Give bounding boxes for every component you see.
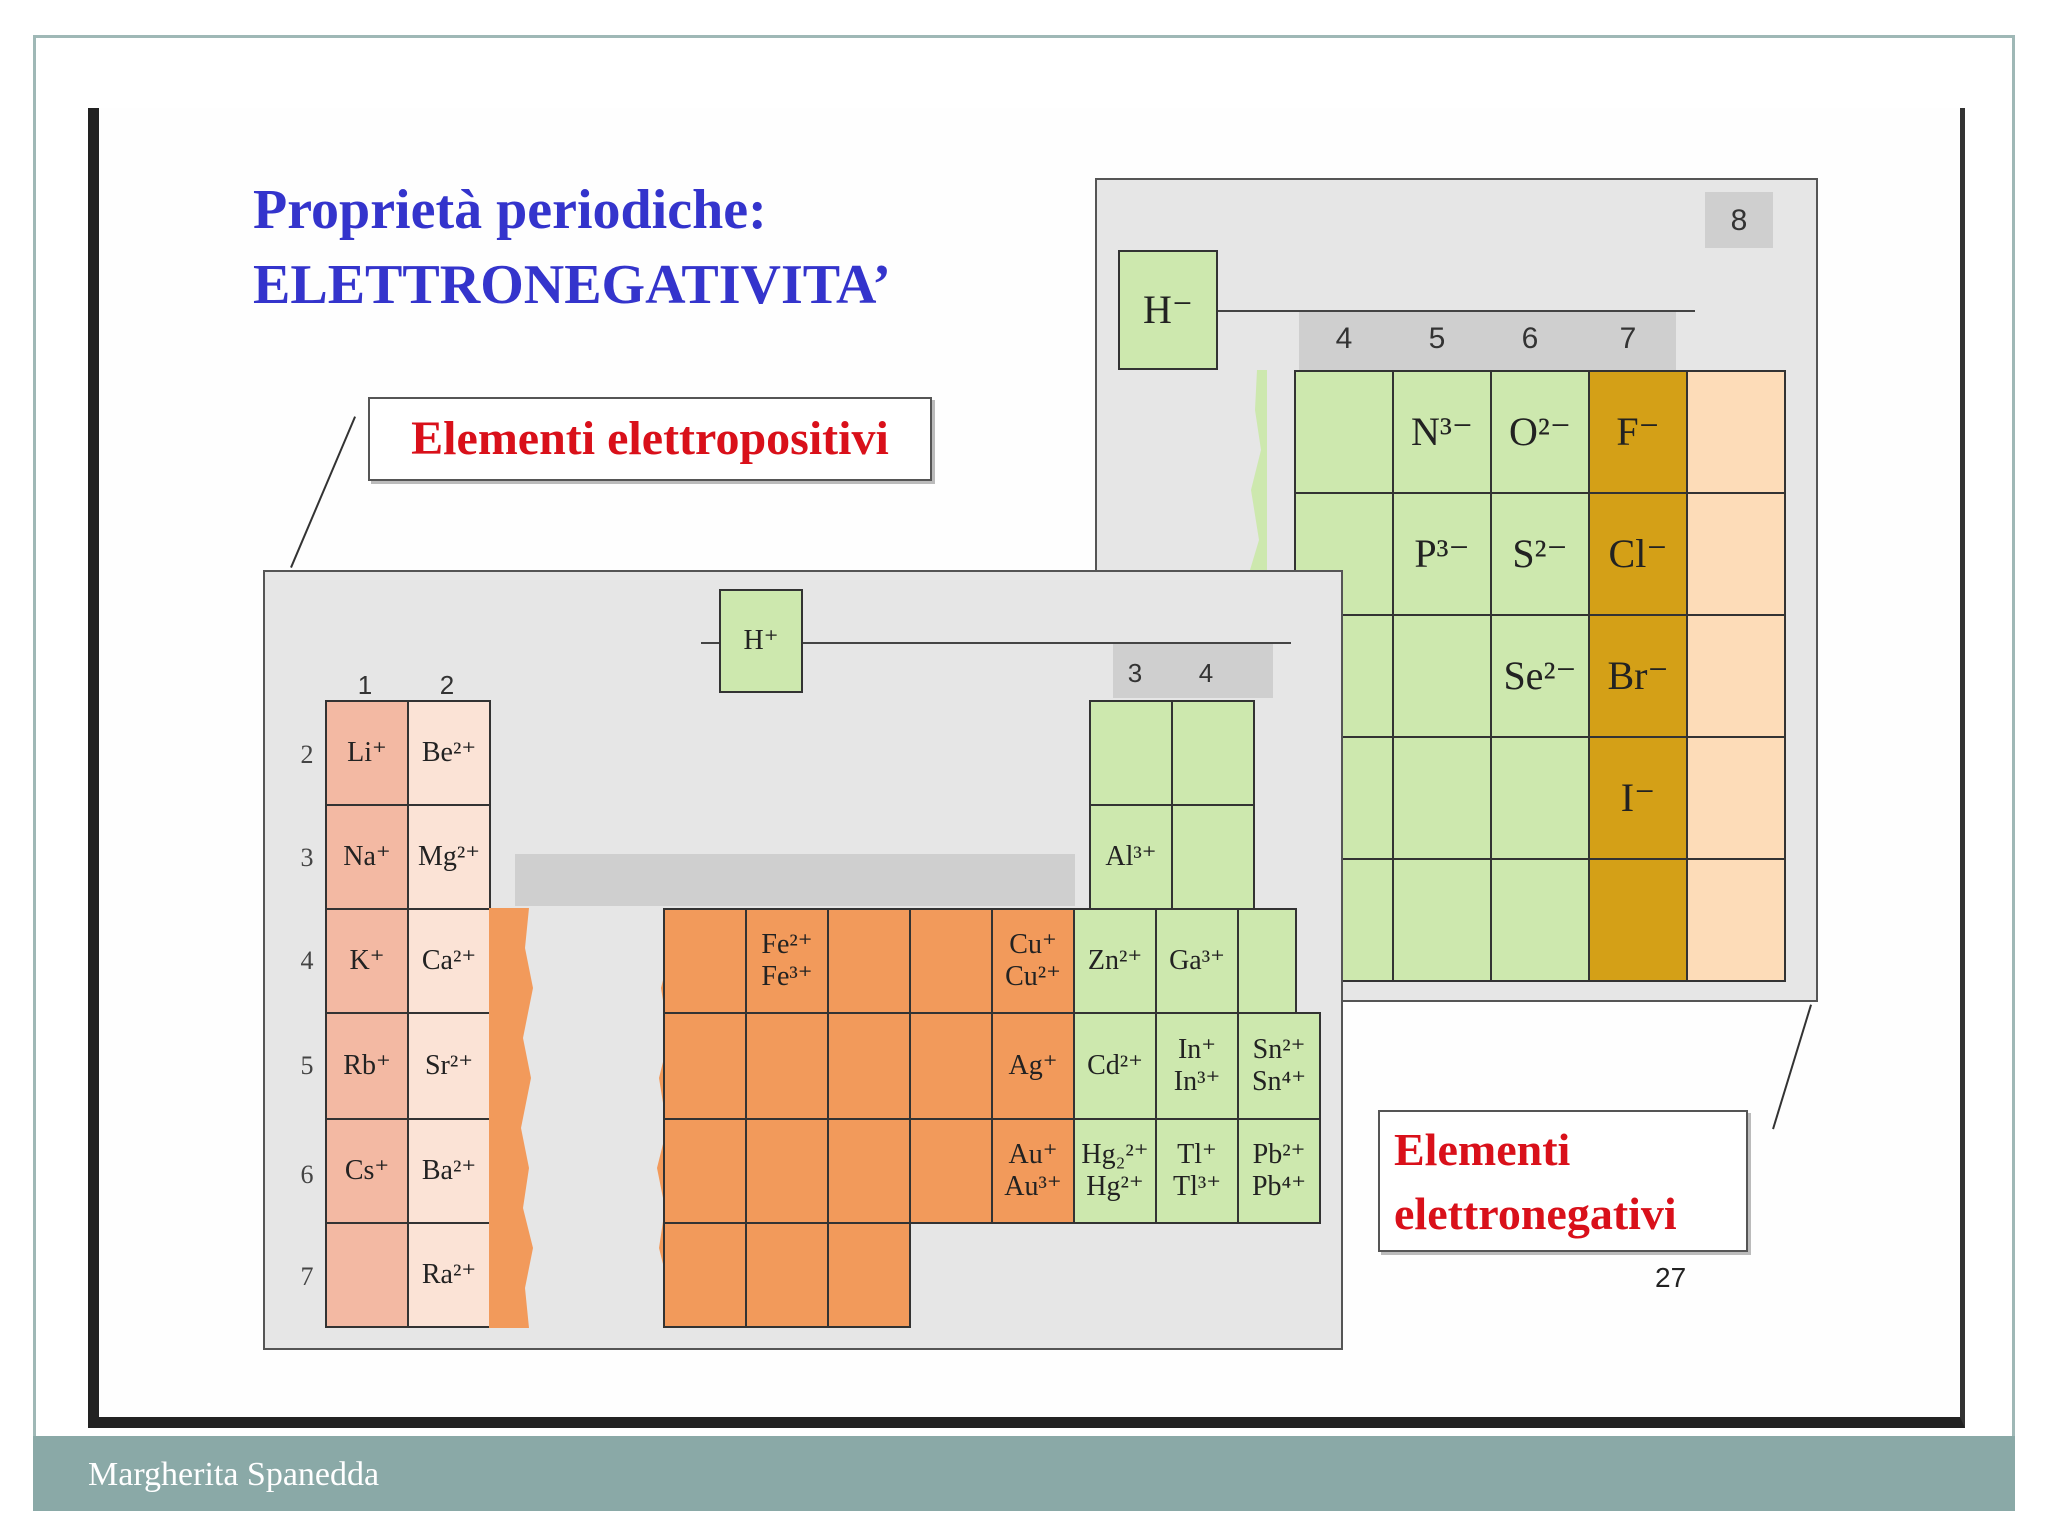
cell-empty — [909, 908, 993, 1014]
electropositive-label: Elementi elettropositivi — [368, 397, 932, 481]
d-block-header-strip — [515, 854, 1075, 906]
group-header-1: 1 — [357, 670, 373, 700]
period-label-7: 7 — [300, 1262, 314, 1291]
Fe3-label: Fe³⁺ — [761, 961, 813, 992]
cell-Se: Se²⁻ — [1490, 614, 1590, 738]
cell-Tl — [1155, 1118, 1239, 1224]
Hg2-label: Hg²⁺ — [1086, 1171, 1144, 1202]
group-header-4: 4 — [1335, 322, 1353, 355]
slide-title-line2: ELETTRONEGATIVITA’ — [253, 254, 891, 316]
cell-Ra: Ra²⁺ — [407, 1222, 491, 1328]
cell-Be: Be²⁺ — [407, 700, 491, 806]
cell-empty — [1392, 858, 1492, 982]
cell-empty — [1392, 736, 1492, 860]
Tl1-label: Tl⁺ — [1177, 1138, 1217, 1170]
cell-Mg: Mg²⁺ — [407, 804, 491, 910]
cell-K: K⁺ — [325, 908, 409, 1014]
cell-Al: Al³⁺ — [1089, 804, 1173, 910]
cell-Fe — [745, 908, 829, 1014]
cell-empty — [1588, 858, 1688, 982]
cell-group8 — [1686, 370, 1786, 494]
cell-Ba: Ba²⁺ — [407, 1118, 491, 1224]
Sn2-label: Sn²⁺ — [1252, 1033, 1306, 1065]
period-label-2: 2 — [300, 740, 314, 769]
group-header-7: 7 — [1619, 322, 1637, 355]
cell-Cs: Cs⁺ — [325, 1118, 409, 1224]
electronegative-label — [1378, 1110, 1748, 1252]
group-header-4: 4 — [1198, 658, 1214, 688]
torn-edge-left-table — [489, 908, 559, 1328]
cell-S: S²⁻ — [1490, 492, 1590, 616]
cell-Pb — [1237, 1118, 1321, 1224]
Hg2-2-label: Hg₂²⁺ — [1081, 1138, 1149, 1170]
cell-Br: Br⁻ — [1588, 614, 1688, 738]
period-label-4: 4 — [300, 946, 314, 975]
cell-group8 — [1686, 492, 1786, 616]
In1-label: In⁺ — [1177, 1033, 1217, 1065]
Au3-label: Au³⁺ — [1004, 1171, 1062, 1202]
cell-Sr: Sr²⁺ — [407, 1012, 491, 1120]
period-label-6: 6 — [300, 1160, 314, 1189]
cell-In — [1155, 1012, 1239, 1120]
group-header-6: 6 — [1521, 322, 1539, 355]
Pb2-label: Pb²⁺ — [1252, 1138, 1306, 1170]
cell-empty — [663, 1222, 747, 1328]
In3-label: In³⁺ — [1173, 1066, 1221, 1097]
cell-empty — [1294, 370, 1394, 494]
electronegative-label-line1: Elementi — [1394, 1124, 1571, 1175]
Cu2-label: Cu²⁺ — [1005, 961, 1061, 992]
cell-Li: Li⁺ — [325, 700, 409, 806]
electropositive-table — [263, 570, 1343, 1350]
page-number: 27 — [1655, 1262, 1687, 1293]
Pb4-label: Pb⁴⁺ — [1251, 1171, 1307, 1202]
footer-author: Margherita Spanedda — [88, 1456, 380, 1493]
cell-empty — [1089, 700, 1173, 806]
period-label-5: 5 — [300, 1051, 314, 1080]
group-header-3: 3 — [1127, 658, 1143, 688]
cell-empty — [745, 1012, 829, 1120]
cell-Sn — [1237, 1012, 1321, 1120]
cell-empty — [663, 1012, 747, 1120]
cell-Cu — [991, 908, 1075, 1014]
Fe2-label: Fe²⁺ — [761, 928, 813, 960]
cell-Ga: Ga³⁺ — [1155, 908, 1239, 1014]
cell-I: I⁻ — [1588, 736, 1688, 860]
group-header-2: 2 — [439, 670, 455, 700]
cell-empty — [1490, 858, 1590, 982]
cell-Hg — [1073, 1118, 1157, 1224]
cell-Au — [991, 1118, 1075, 1224]
hydride-connector — [1217, 310, 1695, 312]
Tl3-label: Tl³⁺ — [1172, 1171, 1222, 1202]
cell-Ag: Ag⁺ — [991, 1012, 1075, 1120]
cell-H-plus: H⁺ — [719, 589, 803, 693]
cell-empty — [745, 1118, 829, 1224]
Cu1-label: Cu⁺ — [1009, 928, 1057, 960]
Sn4-label: Sn⁴⁺ — [1251, 1066, 1307, 1097]
cell-Cd: Cd²⁺ — [1073, 1012, 1157, 1120]
group-header-8: 8 — [1730, 204, 1748, 237]
cell-group8 — [1686, 858, 1786, 982]
cell-empty — [827, 1118, 911, 1224]
electronegative-label-line2: elettronegativi — [1394, 1188, 1677, 1239]
cell-empty — [827, 1222, 911, 1328]
cell-empty — [1171, 700, 1255, 806]
cell-empty — [827, 1012, 911, 1120]
cell-empty — [827, 908, 911, 1014]
cell-group8 — [1686, 614, 1786, 738]
cell-empty — [745, 1222, 829, 1328]
cell-empty — [1490, 736, 1590, 860]
cell-O: O²⁻ — [1490, 370, 1590, 494]
cell-Na: Na⁺ — [325, 804, 409, 910]
cell-Rb: Rb⁺ — [325, 1012, 409, 1120]
cell-empty — [663, 908, 747, 1014]
cell-empty — [663, 1118, 747, 1224]
cell-Ca: Ca²⁺ — [407, 908, 491, 1014]
cell-group8 — [1686, 736, 1786, 860]
cell-Cl: Cl⁻ — [1588, 492, 1688, 616]
cell-empty — [325, 1222, 409, 1328]
cell-empty — [1237, 908, 1297, 1014]
cell-F: F⁻ — [1588, 370, 1688, 494]
cell-N: N³⁻ — [1392, 370, 1492, 494]
slide-title-line1: Proprietà periodiche: — [253, 179, 767, 241]
footer-bar — [33, 1436, 2015, 1511]
period-label-3: 3 — [300, 843, 314, 872]
cell-H-minus: H⁻ — [1118, 250, 1218, 370]
cell-empty — [1392, 614, 1492, 738]
Au1-label: Au⁺ — [1008, 1138, 1058, 1170]
group-header-5: 5 — [1428, 322, 1446, 355]
cell-P: P³⁻ — [1392, 492, 1492, 616]
cell-Zn: Zn²⁺ — [1073, 908, 1157, 1014]
cell-empty — [909, 1012, 993, 1120]
cell-empty — [1171, 804, 1255, 910]
cell-empty — [909, 1118, 993, 1224]
